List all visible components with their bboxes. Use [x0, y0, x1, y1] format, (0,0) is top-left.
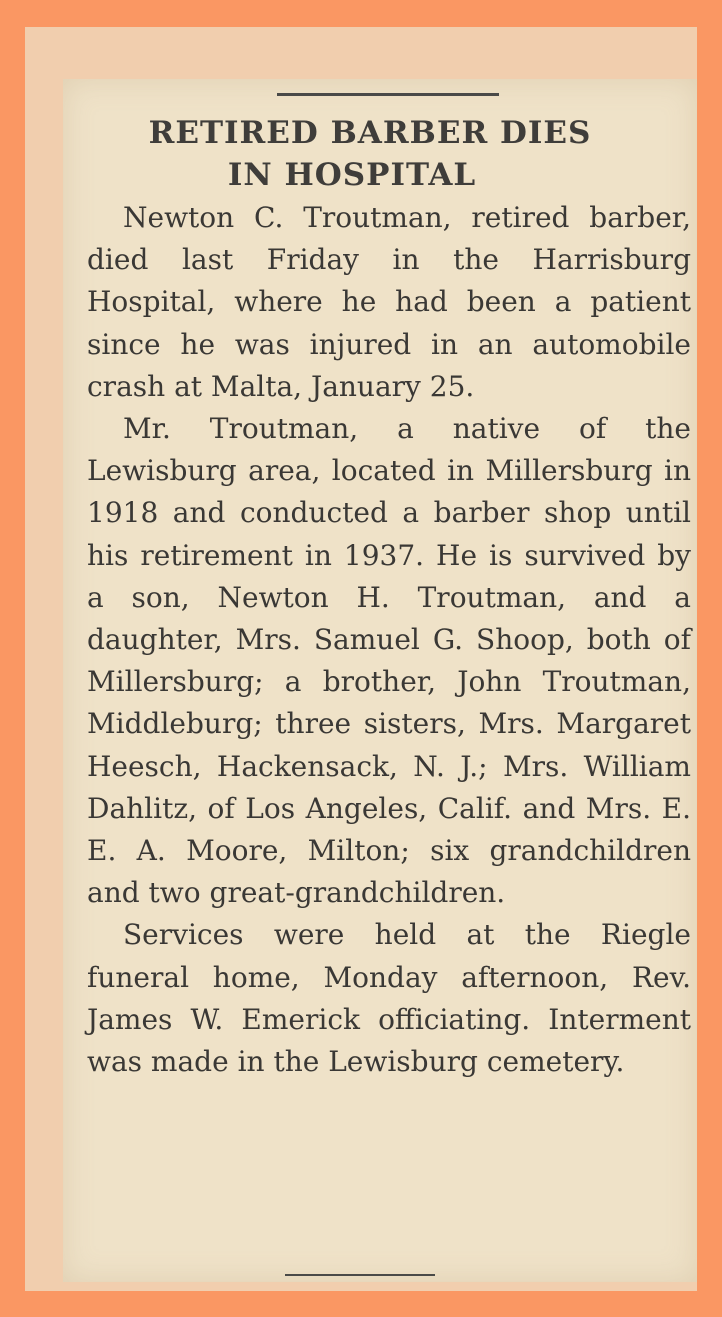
bottom-rule — [285, 1274, 435, 1276]
mat-border — [25, 27, 697, 1291]
paragraph-3: Services were held at the Riegle funeral home, Monday afternoon, Rev. James W. Emerick officiating. Interment was made in the Lewisburg cemetery. — [87, 918, 691, 1079]
paragraph-2: Mr. Troutman, a native of the Lewisburg area, located in Millersburg in 1918 and conducted a barber shop until his retirement in 1937. He is survived by a son, Newton H. Troutman, and a daughter, Mrs. Samuel G. Shoop, both of Millersburg; a brother, John Troutman, Middleburg; three sisters, Mrs. Margaret Heesch, Hackensack, N. J.; Mrs. William Dahlitz, of Los Angeles, Calif. and Mrs. E. E. A. Moore, Milton; six grandchildren and two great-grandchildren. — [87, 412, 691, 910]
article-body — [87, 197, 691, 1083]
paragraph-1: Newton C. Troutman, retired barber, died last Friday in the Harrisburg Hospital, where he had been a patient since he was injured in an automobile crash at Malta, January 25. — [87, 201, 691, 403]
newspaper-clipping — [63, 79, 697, 1282]
top-rule — [277, 93, 499, 96]
headline-line-1: RETIRED BARBER DIES — [148, 115, 592, 151]
headline-line-2: IN HOSPITAL — [227, 157, 477, 193]
